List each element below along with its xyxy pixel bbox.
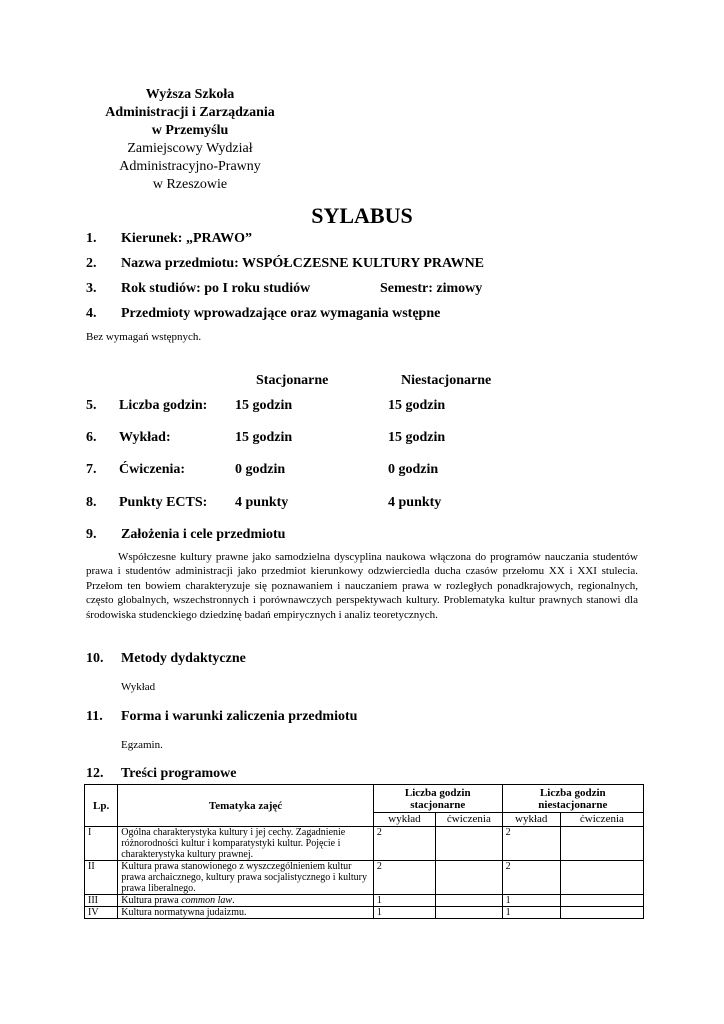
section-11-heading: Forma i warunki zaliczenia przedmiotu bbox=[121, 709, 358, 724]
section-1 bbox=[0, 231, 724, 251]
section-3 bbox=[0, 281, 724, 301]
semester-text: Semestr: zimowy bbox=[380, 281, 483, 296]
cell-stac-wyklad: 2 bbox=[373, 861, 435, 895]
hours-row-label: Punkty ECTS: bbox=[119, 495, 208, 510]
column-header-niestacjonarne: Niestacjonarne bbox=[401, 373, 492, 388]
hours-row-stac: 0 godzin bbox=[235, 462, 286, 477]
cell-lp: I bbox=[85, 827, 118, 861]
cell-niestac-wyklad: 2 bbox=[502, 861, 560, 895]
cell-topic: Kultura normatywna judaizmu. bbox=[118, 907, 374, 919]
column-header-stacjonarne: Stacjonarne bbox=[256, 373, 329, 388]
hours-row-niestac: 4 punkty bbox=[388, 495, 442, 510]
program-table bbox=[84, 784, 644, 919]
section-10-heading: Metody dydaktyczne bbox=[121, 651, 246, 666]
cell-lp: IV bbox=[85, 907, 118, 919]
hours-row-number: 8. bbox=[86, 495, 97, 510]
cell-niestac-cwiczenia bbox=[560, 907, 643, 919]
section-4-number: 4. bbox=[86, 306, 97, 321]
topic-text: Kultura prawa bbox=[121, 895, 182, 906]
institution-line-3: w Przemyślu bbox=[151, 123, 229, 138]
header-niestacjonarne: Liczba godzin niestacjonarne bbox=[502, 785, 643, 813]
cell-stac-cwiczenia bbox=[436, 895, 502, 907]
cell-stac-wyklad: 1 bbox=[373, 895, 435, 907]
cell-niestac-wyklad: 2 bbox=[502, 827, 560, 861]
cell-niestac-wyklad: 1 bbox=[502, 907, 560, 919]
hours-row-stac: 15 godzin bbox=[235, 430, 293, 445]
section-10 bbox=[0, 651, 724, 671]
section-2-text: Nazwa przedmiotu: WSPÓŁCZESNE KULTURY PRAWNE bbox=[121, 256, 485, 271]
section-9-number: 9. bbox=[86, 527, 97, 542]
section-10-number: 10. bbox=[86, 651, 104, 666]
prerequisites-note: Bez wymagań wstępnych. bbox=[86, 331, 202, 343]
section-12-heading: Treści programowe bbox=[121, 766, 237, 781]
hours-row bbox=[0, 462, 724, 482]
table-row bbox=[85, 895, 644, 907]
cell-topic: Kultura prawa stanowionego z wyszczególnieniem kultur prawa archaicznego, kultury prawa socjalistycznego i kultury prawa liberalnego. bbox=[118, 861, 374, 895]
section-1-number: 1. bbox=[86, 231, 97, 246]
hours-row-niestac: 0 godzin bbox=[388, 462, 439, 477]
header-lp: Lp. bbox=[85, 785, 118, 827]
cell-stac-cwiczenia bbox=[436, 861, 502, 895]
institution-line-2: Administracji i Zarządzania bbox=[105, 105, 275, 120]
section-3-text: Rok studiów: po I roku studiów bbox=[121, 281, 311, 296]
institution-header bbox=[80, 86, 300, 194]
section-9 bbox=[0, 527, 724, 547]
section-11 bbox=[0, 709, 724, 729]
hours-row-number: 7. bbox=[86, 462, 97, 477]
cell-topic bbox=[118, 895, 374, 907]
subheader-wyklad: wykład bbox=[373, 813, 435, 827]
hours-row bbox=[0, 398, 724, 418]
cell-stac-cwiczenia bbox=[436, 907, 502, 919]
hours-row bbox=[0, 430, 724, 450]
cell-stac-cwiczenia bbox=[436, 827, 502, 861]
section-12-number: 12. bbox=[86, 766, 104, 781]
hours-row-number: 6. bbox=[86, 430, 97, 445]
cell-niestac-wyklad: 1 bbox=[502, 895, 560, 907]
table-row bbox=[85, 827, 644, 861]
hours-row-label: Wykład: bbox=[119, 430, 171, 445]
faculty-line-2: Administracyjno-Prawny bbox=[119, 159, 261, 174]
assessment-text: Egzamin. bbox=[121, 739, 163, 751]
section-4-text: Przedmioty wprowadzające oraz wymagania wstępne bbox=[121, 306, 441, 321]
hours-row-number: 5. bbox=[86, 398, 97, 413]
section-1-text: Kierunek: „PRAWO” bbox=[121, 231, 253, 246]
header-topic: Tematyka zajęć bbox=[118, 785, 374, 827]
hours-row-label: Ćwiczenia: bbox=[119, 462, 186, 477]
hours-row-niestac: 15 godzin bbox=[388, 398, 446, 413]
cell-lp: II bbox=[85, 861, 118, 895]
section-4 bbox=[0, 306, 724, 326]
table-row bbox=[85, 907, 644, 919]
cell-stac-wyklad: 2 bbox=[373, 827, 435, 861]
subheader-cwiczenia: ćwiczenia bbox=[560, 813, 643, 827]
section-9-heading: Założenia i cele przedmiotu bbox=[121, 527, 286, 542]
hours-row-label: Liczba godzin: bbox=[119, 398, 208, 413]
page-title: SYLABUS bbox=[311, 203, 413, 228]
header-stacjonarne: Liczba godzin stacjonarne bbox=[373, 785, 502, 813]
hours-row-niestac: 15 godzin bbox=[388, 430, 446, 445]
topic-text-end: . bbox=[232, 895, 235, 906]
faculty-line-3: w Rzeszowie bbox=[152, 177, 228, 192]
hours-row-stac: 4 punkty bbox=[235, 495, 289, 510]
cell-niestac-cwiczenia bbox=[560, 895, 643, 907]
cell-niestac-cwiczenia bbox=[560, 861, 643, 895]
cell-niestac-cwiczenia bbox=[560, 827, 643, 861]
faculty-line-1: Zamiejscowy Wydział bbox=[127, 141, 253, 156]
subheader-wyklad: wykład bbox=[502, 813, 560, 827]
cell-lp: III bbox=[85, 895, 118, 907]
methods-text: Wykład bbox=[121, 681, 156, 693]
goals-paragraph: Współczesne kultury prawne jako samodzielna dyscyplina naukowa włączona do programów nauczania studentów prawa i studentów administracji jako przedmiot kierunkowy odzwierciedla ducha czasów przełomu XX i XXI stulecia. Przełom ten bowiem charakteryzuje się poznawaniem i nauczaniem prawa w rozległych ponadkrajowych, regionalnych, często globalnych, wszechstronnych i porównawczych perspektywach kultury. Problematyka kultur prawnych stanowi dla środowiska studenckiego dziedzinę badań empirycznych i analiz teoretycznych. bbox=[86, 551, 638, 621]
section-11-number: 11. bbox=[86, 709, 103, 724]
table-row bbox=[85, 861, 644, 895]
topic-italic-text: common law bbox=[181, 895, 233, 906]
cell-topic: Ogólna charakterystyka kultury i jej cechy. Zagadnienie różnorodności kultur i komparatystyki kultur. Pojęcie i charakterystyka kultury prawnej. bbox=[118, 827, 374, 861]
section-12 bbox=[0, 766, 724, 786]
hours-row-stac: 15 godzin bbox=[235, 398, 293, 413]
section-3-number: 3. bbox=[86, 281, 97, 296]
hours-row bbox=[0, 495, 724, 515]
subheader-cwiczenia: ćwiczenia bbox=[436, 813, 502, 827]
cell-stac-wyklad: 1 bbox=[373, 907, 435, 919]
section-2-number: 2. bbox=[86, 256, 97, 271]
section-2 bbox=[0, 256, 724, 276]
institution-line-1: Wyższa Szkoła bbox=[145, 87, 235, 102]
